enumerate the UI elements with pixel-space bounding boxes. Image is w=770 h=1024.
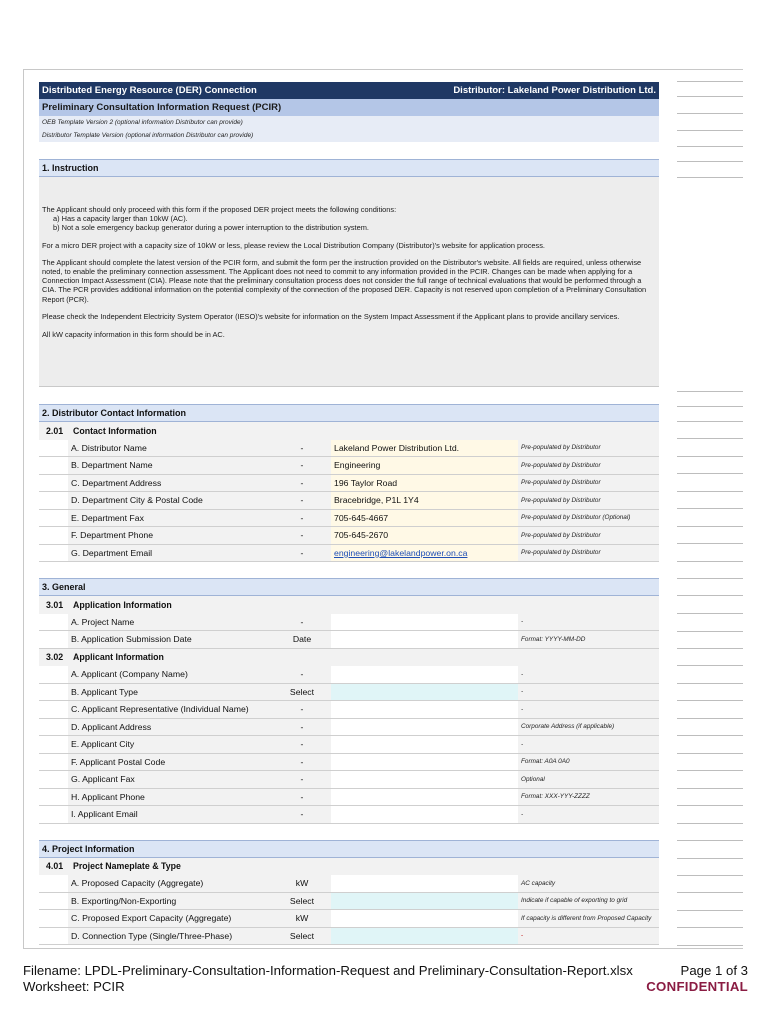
gridline: [677, 805, 743, 806]
gridline: [677, 840, 743, 841]
row-indent: [39, 875, 68, 892]
row-indent: [39, 631, 68, 648]
input-field[interactable]: [331, 754, 518, 771]
page-footer: [23, 963, 748, 995]
field-unit: -: [273, 666, 331, 683]
field-note: Pre-populated by Distributor (Optional): [518, 510, 659, 527]
input-field[interactable]: [331, 736, 518, 753]
row-indent: [39, 806, 68, 823]
field-note: Corporate Address (if applicable): [518, 719, 659, 736]
subsection-contact-information: [39, 422, 659, 440]
row-indent: [39, 893, 68, 910]
field-label: G. Department Email: [68, 545, 273, 562]
gridline: [677, 595, 743, 596]
distributor-title: Distributor: Lakeland Power Distribution Ltd.: [453, 85, 656, 96]
gridline: [677, 858, 743, 859]
section-project-information-heading: 4. Project Information: [39, 840, 659, 858]
subsection-title: Project Nameplate & Type: [73, 861, 181, 872]
applicant-rows: [39, 666, 659, 824]
worksheet-gridlines: [677, 69, 743, 949]
gridline: [677, 665, 743, 666]
form-title: Distributed Energy Resource (DER) Connection: [42, 85, 257, 96]
field-label: A. Project Name: [68, 614, 273, 631]
field-note: If capacity is different from Proposed Capacity: [518, 910, 659, 927]
input-field[interactable]: [331, 719, 518, 736]
field-note: -: [518, 701, 659, 718]
input-field[interactable]: [331, 701, 518, 718]
gridline: [677, 927, 743, 928]
prepopulated-value: [331, 457, 518, 474]
instruction-ieso: Please check the Independent Electricity System Operator (IESO)'s website for information on the System Impact Assessment if the Applicant plans to provide ancillary services.: [42, 312, 620, 322]
subsection-number: 2.01: [46, 425, 64, 436]
field-label: C. Proposed Export Capacity (Aggregate): [68, 910, 273, 927]
field-note: Pre-populated by Distributor: [518, 527, 659, 544]
prepopulated-value: [331, 545, 518, 562]
gridline: [677, 788, 743, 789]
field-note: -: [518, 736, 659, 753]
form-row: [39, 910, 659, 928]
subsection-number: 3.01: [46, 599, 64, 610]
subsection-project-nameplate: [39, 858, 659, 876]
form-row: [39, 736, 659, 754]
gridline: [677, 473, 743, 474]
field-note: Pre-populated by Distributor: [518, 545, 659, 562]
field-unit: Select: [273, 928, 331, 945]
field-label: H. Applicant Phone: [68, 789, 273, 806]
row-indent: [39, 457, 68, 474]
field-unit: -: [273, 457, 331, 474]
section-general-heading: 3. General: [39, 578, 659, 596]
gridline: [677, 391, 743, 392]
field-unit: -: [273, 510, 331, 527]
field-value: Bracebridge, P1L 1Y4: [334, 495, 419, 506]
gridline: [677, 945, 743, 946]
oeb-template-version: OEB Template Version 2 (optional information Distributor can provide): [39, 116, 659, 129]
instruction-condition-b: b) Not a sole emergency backup generator during a power interruption to the distribution system.: [53, 223, 369, 233]
input-field[interactable]: [331, 614, 518, 631]
gridline: [677, 823, 743, 824]
field-label: B. Exporting/Non-Exporting: [68, 893, 273, 910]
field-value: 196 Taylor Road: [334, 477, 398, 488]
row-indent: [39, 492, 68, 509]
subsection-number: 4.01: [46, 861, 64, 872]
field-unit: -: [273, 771, 331, 788]
field-note: Pre-populated by Distributor: [518, 475, 659, 492]
subsection-title: Applicant Information: [73, 652, 164, 663]
input-field[interactable]: [331, 789, 518, 806]
row-indent: [39, 719, 68, 736]
gridline: [677, 421, 743, 422]
gridline: [677, 735, 743, 736]
field-unit: kW: [273, 910, 331, 927]
field-label: F. Department Phone: [68, 527, 273, 544]
row-indent: [39, 440, 68, 457]
instruction-submission: The Applicant should complete the latest version of the PCIR form, and submit the form per the instruction provided on the Distributor's website. All fields are required, unless otherwise noted, to enable the preliminary connection assessment. The Applicant does not need to commit to any information provided in the PCIR. Changes can be made when applying for a Connection Impact Assessment (CIA). Please note that the preliminary consultation process does not consider the full range of technical evaluations that would be performed through a CIA. The PCR provides additional information on the potential complexity of the connection of the proposed DER. Capacity is not reserved upon completion of a Preliminary Consultation Report (PCR).: [42, 258, 647, 304]
row-indent: [39, 614, 68, 631]
gridline: [677, 491, 743, 492]
input-field[interactable]: [331, 910, 518, 927]
form-row: [39, 527, 659, 545]
gridline: [677, 683, 743, 684]
subsection-application-information: [39, 596, 659, 614]
form-row: [39, 614, 659, 632]
field-label: I. Applicant Email: [68, 806, 273, 823]
field-note: -: [518, 666, 659, 683]
form-row: [39, 492, 659, 510]
form-row: [39, 875, 659, 893]
input-field[interactable]: [331, 666, 518, 683]
field-note: Format: YYYY-MM-DD: [518, 631, 659, 648]
distributor-template-version: Distributor Template Version (optional information Distributor can provide): [39, 129, 659, 142]
form-row: [39, 701, 659, 719]
field-unit: Select: [273, 893, 331, 910]
subsection-applicant-information: [39, 649, 659, 667]
gridline: [677, 456, 743, 457]
row-indent: [39, 736, 68, 753]
gridline: [677, 892, 743, 893]
select-field[interactable]: [331, 684, 518, 701]
form-row: [39, 893, 659, 911]
field-note: Indicate if capable of exporting to grid: [518, 893, 659, 910]
subsection-title: Application Information: [73, 599, 172, 610]
field-label: A. Applicant (Company Name): [68, 666, 273, 683]
form-row: [39, 666, 659, 684]
form-row: [39, 928, 659, 946]
gridline: [677, 613, 743, 614]
field-unit: -: [273, 736, 331, 753]
gridline: [677, 753, 743, 754]
field-label: D. Applicant Address: [68, 719, 273, 736]
field-unit: -: [273, 701, 331, 718]
gridline: [677, 406, 743, 407]
field-note: -: [518, 806, 659, 823]
field-note: -: [518, 684, 659, 701]
field-unit: -: [273, 545, 331, 562]
field-note: Pre-populated by Distributor: [518, 492, 659, 509]
field-label: B. Applicant Type: [68, 684, 273, 701]
row-indent: [39, 771, 68, 788]
field-label: C. Department Address: [68, 475, 273, 492]
field-unit: -: [273, 754, 331, 771]
field-value: 705-645-4667: [334, 512, 389, 523]
gridline: [677, 648, 743, 649]
field-note: AC capacity: [518, 875, 659, 892]
gridline: [677, 81, 743, 82]
field-label: B. Department Name: [68, 457, 273, 474]
section-instruction-heading: 1. Instruction: [39, 159, 659, 177]
gridline: [677, 130, 743, 131]
form-row: [39, 475, 659, 493]
prepopulated-value: [331, 475, 518, 492]
gridline: [677, 631, 743, 632]
application-rows: [39, 614, 659, 649]
prepopulated-value: [331, 527, 518, 544]
field-label: E. Department Fax: [68, 510, 273, 527]
field-unit: -: [273, 806, 331, 823]
field-label: F. Applicant Postal Code: [68, 754, 273, 771]
field-label: B. Application Submission Date: [68, 631, 273, 648]
field-unit: -: [273, 789, 331, 806]
field-note: -: [518, 614, 659, 631]
field-unit: Select: [273, 684, 331, 701]
gridline: [677, 700, 743, 701]
field-label: A. Proposed Capacity (Aggregate): [68, 875, 273, 892]
input-field[interactable]: [331, 631, 518, 648]
gridline: [677, 526, 743, 527]
footer-filename: Filename: LPDL-Preliminary-Consultation-Information-Request and Preliminary-Consultation-Report.xlsx: [23, 963, 633, 978]
row-indent: [39, 684, 68, 701]
instruction-ac-note: All kW capacity information in this form should be in AC.: [42, 329, 225, 339]
row-indent: [39, 928, 68, 945]
gridline: [677, 718, 743, 719]
pcir-form: [39, 82, 659, 945]
field-value: Lakeland Power Distribution Ltd.: [334, 442, 460, 453]
gridline: [677, 561, 743, 562]
field-unit: Date: [273, 631, 331, 648]
field-unit: kW: [273, 875, 331, 892]
footer-worksheet: Worksheet: PCIR: [23, 979, 125, 994]
gridline: [677, 96, 743, 97]
row-indent: [39, 475, 68, 492]
field-label: A. Distributor Name: [68, 440, 273, 457]
field-note: Optional: [518, 771, 659, 788]
input-field[interactable]: [331, 771, 518, 788]
instruction-micro-der: For a micro DER project with a capacity size of 10kW or less, please review the Local Distribution Company (Distributor)'s website for application process.: [42, 240, 545, 250]
email-link[interactable]: engineering@lakelandpower.on.ca: [334, 547, 468, 558]
form-row: [39, 510, 659, 528]
row-indent: [39, 666, 68, 683]
form-row: [39, 789, 659, 807]
input-field[interactable]: [331, 806, 518, 823]
gridline: [677, 146, 743, 147]
row-indent: [39, 910, 68, 927]
contact-rows: [39, 440, 659, 563]
row-indent: [39, 527, 68, 544]
field-unit: -: [273, 614, 331, 631]
row-indent: [39, 701, 68, 718]
subsection-number: 3.02: [46, 652, 64, 663]
field-unit: -: [273, 492, 331, 509]
field-unit: -: [273, 440, 331, 457]
select-field[interactable]: [331, 893, 518, 910]
field-value: 705-645-2670: [334, 530, 389, 541]
form-row: [39, 545, 659, 563]
form-header: [39, 82, 659, 99]
form-row: [39, 684, 659, 702]
gridline: [677, 578, 743, 579]
field-note: Format: A0A 0A0: [518, 754, 659, 771]
form-row: [39, 440, 659, 458]
gridline: [677, 875, 743, 876]
field-unit: -: [273, 475, 331, 492]
confidential-label: CONFIDENTIAL: [646, 979, 748, 994]
row-indent: [39, 510, 68, 527]
prepopulated-value: [331, 440, 518, 457]
field-value: Engineering: [334, 460, 381, 471]
row-indent: [39, 545, 68, 562]
prepopulated-value: [331, 492, 518, 509]
form-row: [39, 754, 659, 772]
gridline: [677, 770, 743, 771]
field-unit: -: [273, 527, 331, 544]
field-label: D. Connection Type (Single/Three-Phase): [68, 928, 273, 945]
section-distributor-contact-heading: 2. Distributor Contact Information: [39, 404, 659, 422]
footer-page-number: Page 1 of 3: [680, 963, 748, 978]
field-unit: -: [273, 719, 331, 736]
form-row: [39, 631, 659, 649]
gridline: [677, 910, 743, 911]
field-label: G. Applicant Fax: [68, 771, 273, 788]
form-row: [39, 806, 659, 824]
form-row: [39, 719, 659, 737]
form-row: [39, 457, 659, 475]
instruction-text: [39, 177, 659, 387]
select-field[interactable]: [331, 928, 518, 945]
gridline: [677, 508, 743, 509]
instruction-condition-a: a) Has a capacity larger than 10kW (AC).: [53, 214, 188, 224]
form-row: [39, 771, 659, 789]
field-label: C. Applicant Representative (Individual Name): [68, 701, 273, 718]
field-note: -: [518, 928, 659, 945]
gridline: [677, 113, 743, 114]
input-field[interactable]: [331, 875, 518, 892]
field-note: Pre-populated by Distributor: [518, 457, 659, 474]
gridline: [677, 177, 743, 178]
project-rows: [39, 875, 659, 945]
field-note: Pre-populated by Distributor: [518, 440, 659, 457]
form-subtitle: Preliminary Consultation Information Request (PCIR): [39, 99, 659, 116]
subsection-title: Contact Information: [73, 425, 157, 436]
gridline: [677, 543, 743, 544]
prepopulated-value: [331, 510, 518, 527]
row-indent: [39, 754, 68, 771]
field-label: D. Department City & Postal Code: [68, 492, 273, 509]
gridline: [677, 438, 743, 439]
gridline: [677, 161, 743, 162]
field-label: E. Applicant City: [68, 736, 273, 753]
field-note: Format: XXX-YYY-ZZZZ: [518, 789, 659, 806]
row-indent: [39, 789, 68, 806]
instruction-conditions: The Applicant should only proceed with this form if the proposed DER project meets the following conditions:: [42, 205, 397, 214]
